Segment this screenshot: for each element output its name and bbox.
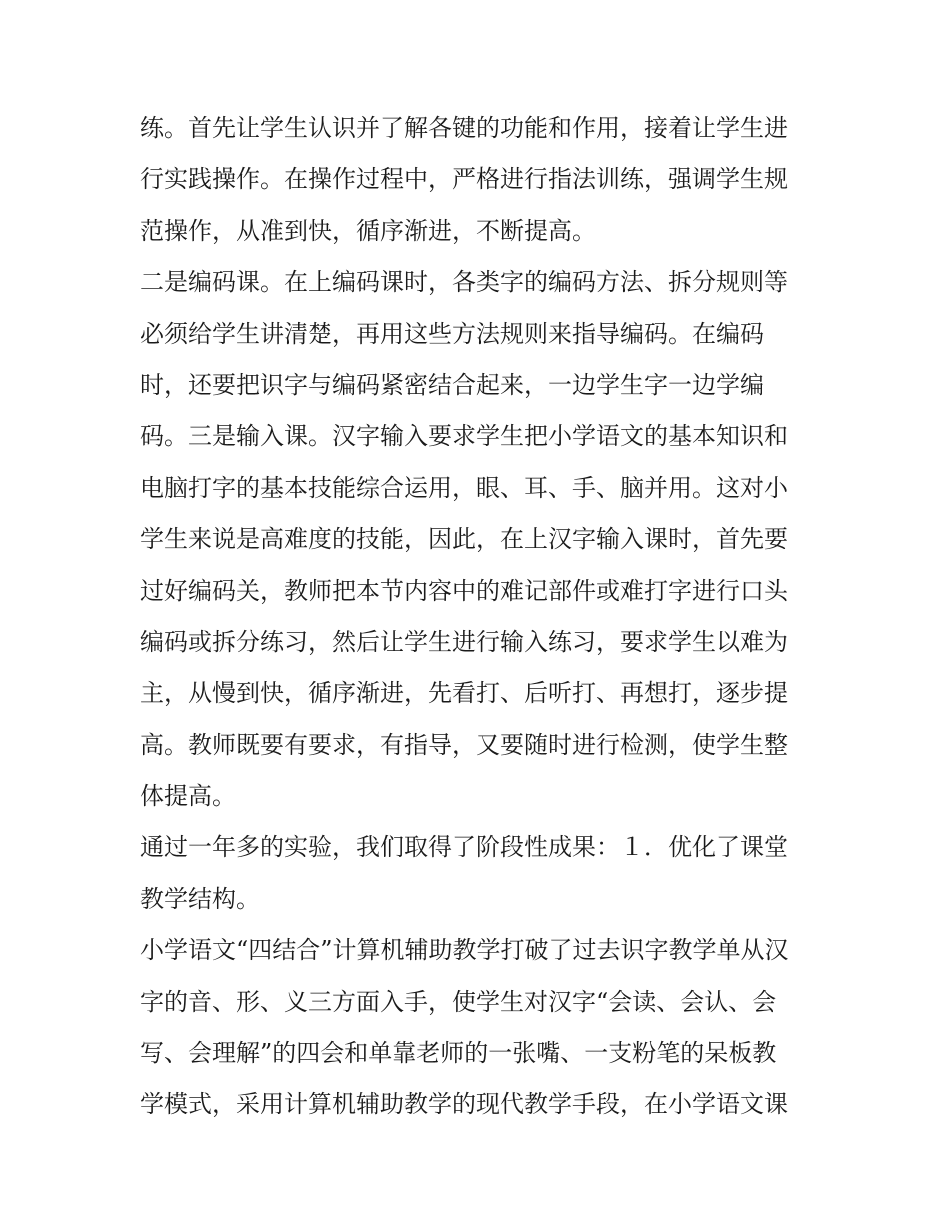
text-line: 字的音、形、义三方面入手，使学生对汉字“会读、会认、会 [140, 987, 777, 1016]
text-line: 编码或拆分练习，然后让学生进行输入练习，要求学生以难为 [140, 627, 788, 656]
text-line: 练。首先让学生认识并了解各键的功能和作用，接着让学生进 [140, 114, 788, 142]
text-line: 时，还要把识字与编码紧密结合起来，一边学生字一边学编 [140, 370, 764, 399]
text-line: 学生来说是高难度的技能，因此，在上汉字输入课时，首先要 [140, 525, 788, 554]
text-line: 主，从慢到快，循序渐进，先看打、后听打、再想打，逐步提 [140, 679, 788, 708]
body-text [140, 103, 820, 1131]
text-line: 过好编码关，教师把本节内容中的难记部件或难打字进行口头 [140, 576, 788, 605]
text-line: 教学结构。 [140, 884, 260, 913]
text-line: 必须给学生讲清楚，再用这些方法规则来指导编码。在编码 [140, 319, 764, 348]
text-line: 小学语文“四结合”计算机辅助教学打破了过去识字教学单从汉 [140, 936, 789, 965]
text-line: 体提高。 [140, 782, 236, 811]
text-line: 行实践操作。在操作过程中，严格进行指法训练，强调学生规 [140, 165, 788, 194]
text-line: 学模式，采用计算机辅助教学的现代教学手段，在小学语文课 [140, 1090, 788, 1119]
text-line: 码。三是输入课。汉字输入要求学生把小学语文的基本知识和 [140, 422, 788, 451]
text-line: 电脑打字的基本技能综合运用，眼、耳、手、脑并用。这对小 [140, 473, 788, 502]
text-line: 通过一年多的实验，我们取得了阶段性成果：１．优化了课堂 [140, 833, 788, 862]
text-line: 高。教师既要有要求，有指导，又要随时进行检测，使学生整 [140, 730, 788, 759]
text-line: 写、会理解”的四会和单靠老师的一张嘴、一支粉笔的呆板教 [140, 1039, 777, 1068]
text-line: 范操作，从准到快，循序渐进，不断提高。 [140, 216, 596, 245]
text-line: 二是编码课。在上编码课时，各类字的编码方法、拆分规则等 [140, 268, 788, 297]
